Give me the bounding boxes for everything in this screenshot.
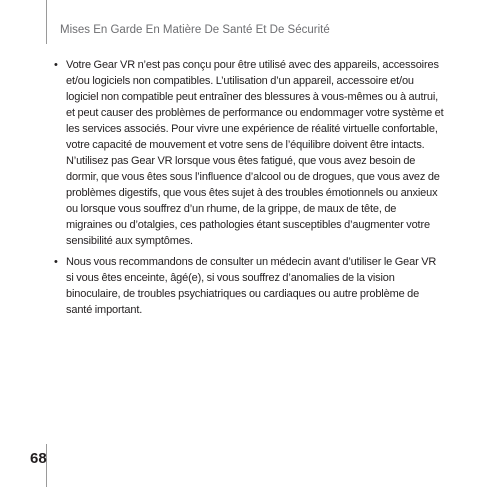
- bullet-icon: •: [54, 256, 58, 268]
- running-header: Mises En Garde En Matière De Santé Et De Sécurité: [60, 24, 330, 36]
- bullet-icon: •: [54, 59, 58, 71]
- page-content: [44, 57, 444, 323]
- list-item-text: Nous vous recommandons de consulter un médecin avant d’utiliser le Gear VR si vous êtes enceinte, âgé(e), si vous souffrez d’anomalies de la vision binoculaire, de troubles psychiatriques ou cardiaques ou autre problème de santé important.: [66, 256, 437, 316]
- page-number: 68: [30, 450, 47, 467]
- list-item: [44, 57, 444, 249]
- list-item-text: Votre Gear VR n’est pas conçu pour être utilisé avec des appareils, accessoires et/ou logiciels non compatibles. L’utilisation d’un appareil, accessoire et/ou logiciel non compatible peut entraîner des blessures à vous-mêmes ou à autrui, et peut causer des problèmes de performance ou endommager votre système et les services associés. Pour vivre une expérience de réalité virtuelle confortable, votre capacité de mouvement et votre sens de l’équilibre doivent être intacts. N’utilisez pas Gear VR lorsque vous êtes fatigué, que vous avez besoin de dormir, que vous êtes sous l’influence d’alcool ou de drogues, que vous avez de problèmes digestifs, que vous êtes sujet à des troubles émotionnels ou anxieux ou lorsque vous souffrez d’un rhume, de la grippe, de maux de tête, de migraines ou d’otalgies, ces pathologies étant susceptibles d’augmenter votre sensibilité aux symptômes.: [66, 59, 444, 247]
- list-item: [44, 254, 444, 318]
- warning-list: [44, 57, 444, 318]
- margin-rule-top: [46, 0, 47, 44]
